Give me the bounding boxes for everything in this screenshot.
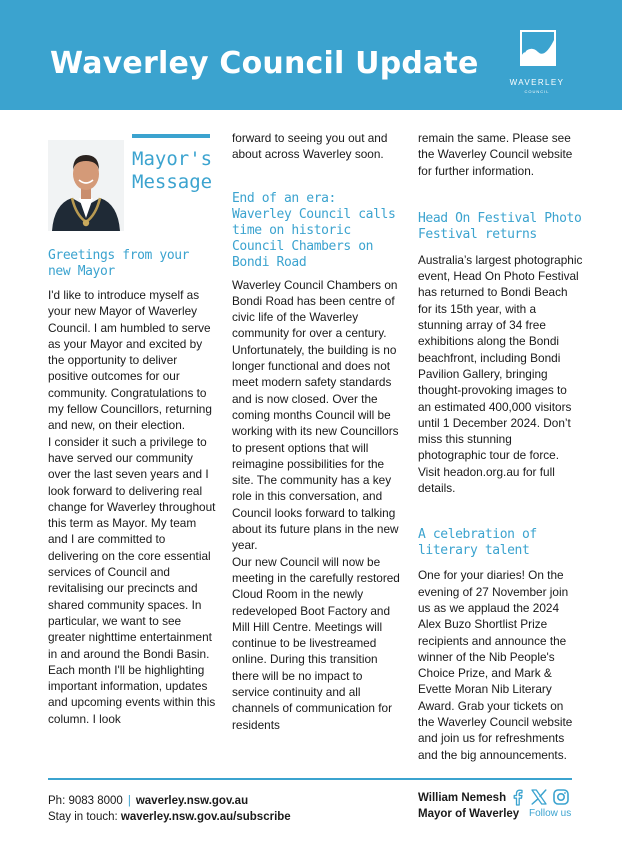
- greeting-paragraph-3: Each month I'll be highlighting important information, updates and upcoming events within this column. I look: [48, 662, 216, 726]
- greeting-paragraph-1: I'd like to introduce myself as your new Mayor of Waverley Council. I am humbled to serve as your Mayor and excited by the opportunity to deliver positive outcomes for our community. Congratulations to my fellow Councillors, returning and new, on their election.: [48, 288, 212, 433]
- greeting-paragraph-2: I consider it such a privilege to have served our community over the last seven years and I look forward to delivering real change for Waverley throughout this term as Mayor. My team and I are committed to delivering on the core essential services of Council and revitalising our precincts and shared community spaces. In particular, we want to see greater nighttime entertainment in and around the Bondi Basin.: [48, 434, 216, 661]
- follow-us-label: Follow us: [529, 808, 572, 819]
- instagram-icon[interactable]: [552, 788, 570, 806]
- column-2: [232, 130, 402, 733]
- literary-talent-heading: A celebration of literary talent: [418, 527, 537, 559]
- head-on-festival-paragraph: Australia’s largest photographic event, Head On Photo Festival has returned to Bondi Beach for its 15th year, with a stunning array of 34 free exhibitions along the Bondi beachfront, including Bondi Pavilion Gallery, bringing thought-provoking images to an estimated 400,000 visitors until 1 December 2024. Don’t miss this stunning photographic tour de force. Visit headon.org.au for full details.: [418, 252, 583, 496]
- column-3-continuation: remain the same. Please see the Waverley Council website for further information.: [418, 131, 573, 178]
- council-chambers-paragraph-2: Our new Council will now be meeting in the carefully restored Cloud Room in the newly redeveloped Boot Factory and Mill Hill Centre. Meetings will continue to be livestreamed online. During this transition there will be no impact to service continuity and all channels of communication for residents: [232, 554, 400, 732]
- column-1: [48, 130, 218, 727]
- page-title: Waverley Council Update: [50, 46, 479, 81]
- logo-subtitle: COUNCIL: [524, 89, 550, 94]
- signature-name: William Nemesh: [418, 791, 507, 804]
- column-3: [418, 130, 583, 823]
- footer-divider: [48, 778, 572, 780]
- head-on-festival-heading: Head On Festival Photo Festival returns: [418, 210, 582, 242]
- waverley-logo-icon: [520, 30, 556, 66]
- council-chambers-paragraph-1: Waverley Council Chambers on Bondi Road has been centre of civic life of the Waverley community for over a century. Unfortunately, the building is no longer functional and does not meet modern safety standards and is now closed. Over the coming months Council will be working with its new Councillors to present options that will reimagine possibilities for the site. The community has a key role in this conversation, and Council looks forward to talking about its future plans in the new year.: [232, 277, 399, 553]
- mayor-message-title: [132, 148, 232, 194]
- signature-role: Mayor of Waverley: [418, 808, 520, 821]
- footer-contact: [48, 793, 291, 825]
- column-2-continuation: forward to seeing you out and about across Waverley soon.: [232, 131, 388, 162]
- social-icons: [509, 788, 573, 808]
- mayor-message-block: [48, 130, 218, 248]
- greeting-heading: Greetings from your new Mayor: [48, 248, 190, 279]
- mayor-title-line-1: Mayor's: [132, 148, 213, 170]
- mayor-title-line-2: Message: [132, 171, 213, 193]
- footer-separator: |: [127, 795, 131, 807]
- mayor-portrait-icon: [48, 140, 124, 231]
- footer-phone: Ph: 9083 8000: [48, 795, 123, 807]
- council-chambers-heading: End of an era: Waverley Council calls time on historic Council Chambers on Bondi Road: [232, 190, 396, 270]
- literary-talent-paragraph: One for your diaries! On the evening of 27 November join us as we applaud the 2024 Alex Buzo Shortlist Prize recipients and announce the winner of the Nib People's Choice Prize, and Mark & Evette Moran Nib Literary Award. Grab your tickets on the Waverley Council website and join us for refreshments and the big announcements.: [418, 568, 573, 762]
- footer-contact-line-2: [48, 809, 291, 825]
- footer-subscribe-link[interactable]: waverley.nsw.gov.au/subscribe: [120, 811, 291, 823]
- mayor-title-accent-bar: [132, 134, 210, 138]
- footer-website-link[interactable]: waverley.nsw.gov.au: [135, 795, 249, 807]
- facebook-icon[interactable]: [509, 788, 527, 806]
- header-banner: [0, 0, 622, 110]
- logo-name: WAVERLEY: [509, 78, 565, 87]
- footer-contact-line-1: [48, 793, 291, 809]
- x-icon[interactable]: [530, 788, 548, 806]
- footer-stay-label: Stay in touch:: [48, 811, 118, 823]
- waverley-logo: [506, 30, 568, 96]
